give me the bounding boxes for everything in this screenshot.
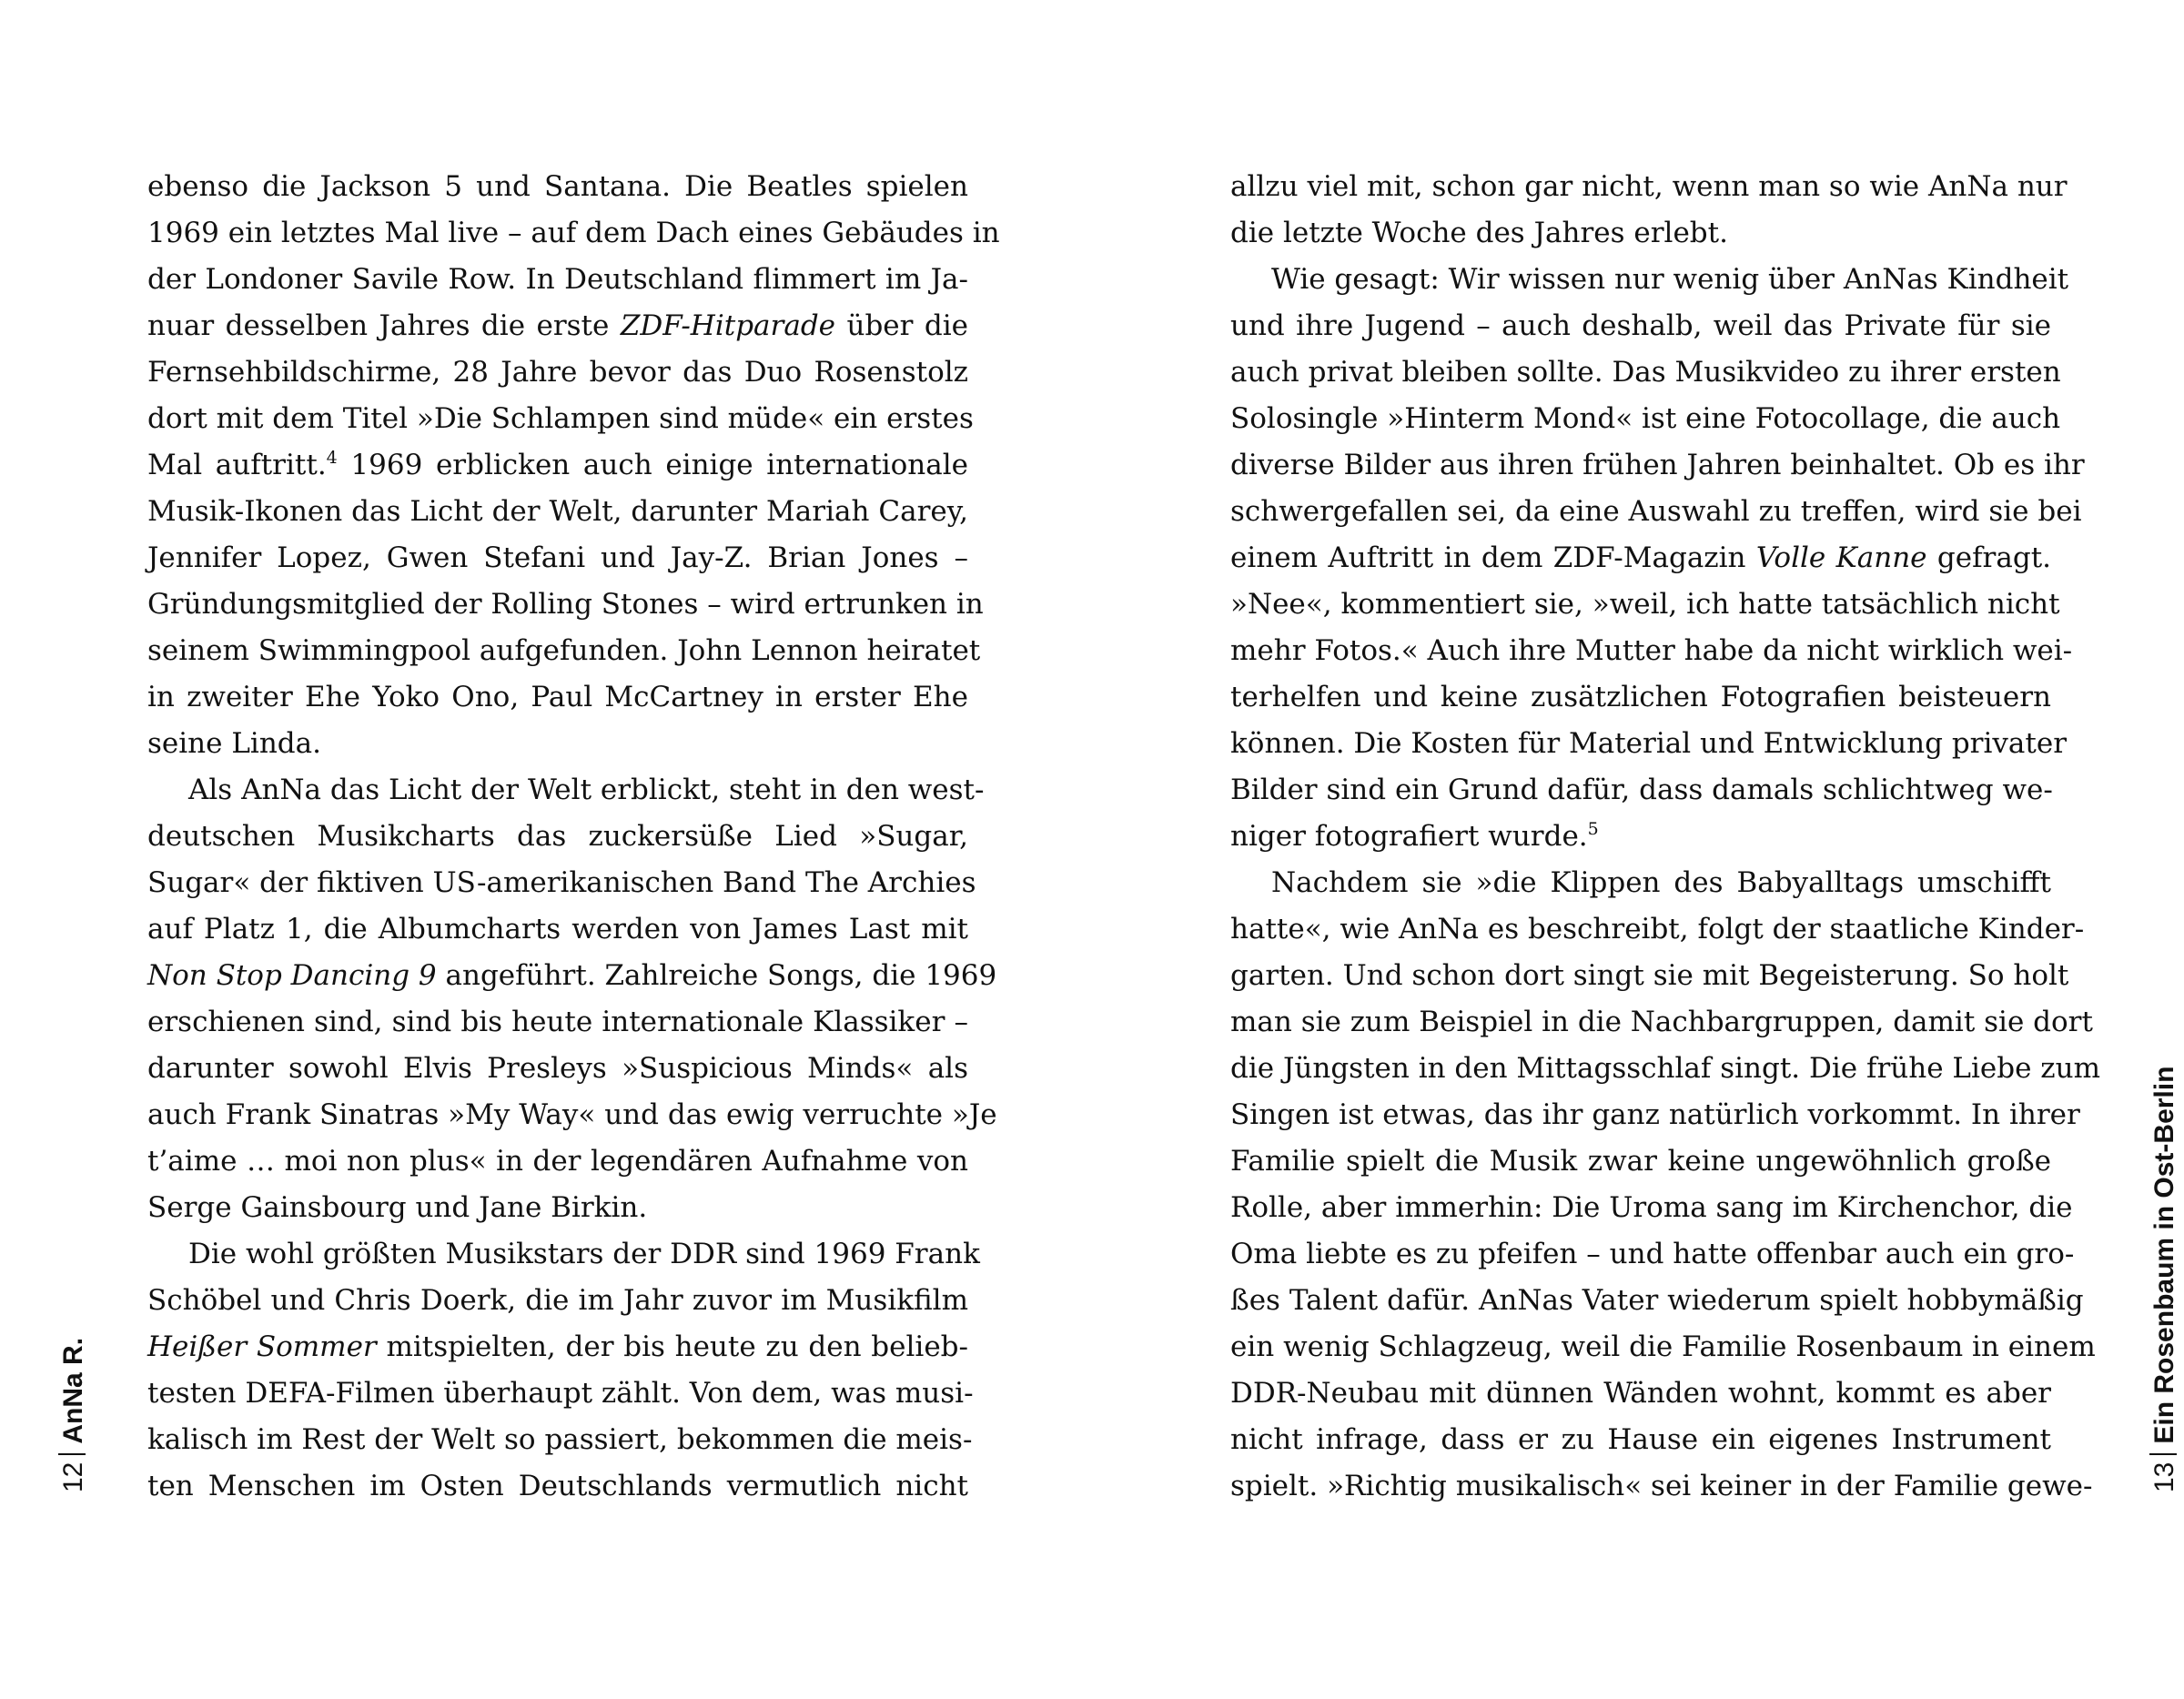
right-text-line bbox=[1230, 1092, 2080, 1138]
left-text-line bbox=[147, 396, 974, 442]
text-run: einem Auftritt in dem ZDF-Magazin bbox=[1230, 541, 1756, 574]
text-run: terhelfen und keine zusätzlichen Fotografien beisteuern bbox=[1230, 681, 2051, 713]
right-text-line bbox=[1230, 767, 2051, 814]
text-run: darunter sowohl Elvis Presleys »Suspicious Minds« als bbox=[147, 1052, 968, 1085]
left-text-line bbox=[147, 1092, 997, 1138]
text-run: seine Linda. bbox=[147, 727, 321, 760]
text-run: mitspielten, der bis heute zu den belieb- bbox=[376, 1330, 968, 1363]
left-text-line bbox=[147, 535, 968, 582]
text-run: Fernsehbildschirme, 28 Jahre bevor das Duo Rosenstolz bbox=[147, 356, 968, 389]
left-text-line bbox=[147, 906, 968, 953]
left-text-line bbox=[147, 1370, 974, 1417]
text-run: Nachdem sie »die Klippen des Babyalltags umschifft bbox=[1271, 866, 2051, 899]
right-text-line bbox=[1230, 628, 2073, 674]
right-text-line bbox=[1230, 1231, 2075, 1278]
left-text-line bbox=[147, 349, 968, 396]
right-text-line bbox=[1230, 1463, 2093, 1510]
text-run: mehr Fotos.« Auch ihre Mutter habe da nicht wirklich wei- bbox=[1230, 634, 2073, 667]
left-text-line bbox=[147, 721, 968, 767]
text-run: können. Die Kosten für Material und Entwicklung privater bbox=[1230, 727, 2068, 760]
text-run: schwergefallen sei, da eine Auswahl zu treffen, wird sie bei bbox=[1230, 495, 2082, 528]
left-text-line bbox=[147, 767, 985, 814]
text-run: kalisch im Rest der Welt so passiert, bekommen die meis- bbox=[147, 1423, 973, 1456]
text-run: spielt. »Richtig musikalisch« sei keiner in der Familie gewe- bbox=[1230, 1470, 2093, 1502]
text-run: Wie gesagt: Wir wissen nur wenig über AnNas Kindheit bbox=[1271, 263, 2069, 296]
left-text-line bbox=[147, 164, 968, 210]
text-run: Oma liebte es zu pfeifen – und hatte offenbar auch ein gro- bbox=[1230, 1238, 2075, 1270]
right-text-line bbox=[1230, 210, 2051, 257]
text-run: Rolle, aber immerhin: Die Uroma sang im Kirchenchor, die bbox=[1230, 1191, 2073, 1224]
separator-bar bbox=[2149, 1453, 2177, 1455]
left-text-line bbox=[147, 1138, 968, 1185]
footnote-marker: 4 bbox=[326, 448, 338, 468]
text-run: Bilder sind ein Grund dafür, dass damals schlichtweg we- bbox=[1230, 774, 2053, 806]
left-text-line bbox=[147, 1185, 968, 1231]
left-text-line bbox=[147, 953, 997, 999]
left-text-line bbox=[147, 674, 968, 721]
right-text-line bbox=[1230, 1046, 2100, 1092]
right-text-line bbox=[1230, 489, 2082, 535]
italic-title: ZDF-Hitparade bbox=[620, 309, 836, 342]
left-running-title: AnNa R. bbox=[58, 1337, 88, 1444]
text-run: allzu viel mit, schon gar nicht, wenn man so wie AnNa nur bbox=[1230, 170, 2068, 203]
right-text-line bbox=[1230, 396, 2061, 442]
italic-title: Non Stop Dancing 9 bbox=[147, 959, 437, 992]
text-run: nicht infrage, dass er zu Hause ein eigenes Instrument bbox=[1230, 1423, 2051, 1456]
text-run: hatte«, wie AnNa es beschreibt, folgt der staatliche Kinder- bbox=[1230, 913, 2085, 946]
text-run: Die wohl größten Musikstars der DDR sind 1969 Frank bbox=[188, 1238, 980, 1270]
right-text-line bbox=[1230, 257, 2069, 303]
text-run: auch privat bleiben sollte. Das Musikvideo zu ihrer ersten bbox=[1230, 356, 2061, 389]
text-run: Gründungsmitglied der Rolling Stones – wird ertrunken in bbox=[147, 588, 984, 621]
text-run: Familie spielt die Musik zwar keine ungewöhnlich große bbox=[1230, 1145, 2051, 1178]
italic-title: Volle Kanne bbox=[1755, 541, 1927, 574]
left-text-line bbox=[147, 1463, 968, 1510]
text-run: dort mit dem Titel »Die Schlampen sind müde« ein erstes bbox=[147, 402, 974, 435]
text-run: ebenso die Jackson 5 und Santana. Die Beatles spielen bbox=[147, 170, 968, 203]
left-text-line bbox=[147, 582, 984, 628]
separator-bar bbox=[58, 1453, 86, 1455]
left-text-line bbox=[147, 1324, 968, 1370]
text-run: t’aime … moi non plus« in der legendären Aufnahme von bbox=[147, 1145, 968, 1178]
text-run: in zweiter Ehe Yoko Ono, Paul McCartney in erster Ehe bbox=[147, 681, 968, 713]
text-run: garten. Und schon dort singt sie mit Begeisterung. So holt bbox=[1230, 959, 2069, 992]
right-text-line bbox=[1230, 814, 2051, 860]
text-run: testen DEFA-Filmen überhaupt zählt. Von dem, was musi- bbox=[147, 1377, 974, 1410]
text-run: die Jüngsten in den Mittagsschlaf singt. Die frühe Liebe zum bbox=[1230, 1052, 2100, 1085]
text-run: Mal auftritt. bbox=[147, 449, 327, 481]
text-run: die letzte Woche des Jahres erlebt. bbox=[1230, 217, 1728, 249]
text-run: niger fotografiert wurde. bbox=[1230, 820, 1588, 853]
right-text-line bbox=[1230, 442, 2085, 489]
text-run: ßes Talent dafür. AnNas Vater wiederum spielt hobbymäßig bbox=[1230, 1284, 2084, 1317]
right-text-line bbox=[1230, 535, 2051, 582]
right-text-line bbox=[1230, 1278, 2084, 1324]
left-text-line bbox=[147, 1231, 980, 1278]
right-text-line bbox=[1230, 1324, 2096, 1370]
text-run: 1969 ein letztes Mal live – auf dem Dach eines Gebäudes in bbox=[147, 217, 1000, 249]
text-run: »Nee«, kommentiert sie, »weil, ich hatte tatsächlich nicht bbox=[1230, 588, 2060, 621]
text-run: Serge Gainsbourg und Jane Birkin. bbox=[147, 1191, 648, 1224]
right-text-line bbox=[1230, 1185, 2073, 1231]
text-run: gefragt. bbox=[1926, 541, 2052, 574]
text-run: ein wenig Schlagzeug, weil die Familie Rosenbaum in einem bbox=[1230, 1330, 2096, 1363]
text-run: auch Frank Sinatras »My Way« und das ewig verruchte »Je bbox=[147, 1098, 997, 1131]
left-page-text bbox=[147, 164, 1000, 1510]
right-text-line bbox=[1230, 1138, 2051, 1185]
text-run: nuar desselben Jahres die erste bbox=[147, 309, 621, 342]
text-run: über die bbox=[835, 309, 968, 342]
text-run: 1969 erblicken auch einige internationale bbox=[337, 449, 968, 481]
right-text-line bbox=[1230, 860, 2051, 906]
left-text-line bbox=[147, 303, 968, 349]
text-run: DDR-Neubau mit dünnen Wänden wohnt, kommt es aber bbox=[1230, 1377, 2051, 1410]
text-run: und ihre Jugend – auch deshalb, weil das Private für sie bbox=[1230, 309, 2051, 342]
right-text-line bbox=[1230, 953, 2069, 999]
right-text-line bbox=[1230, 674, 2051, 721]
left-text-line bbox=[147, 1417, 973, 1463]
italic-title: Heißer Sommer bbox=[147, 1330, 377, 1363]
text-run: Jennifer Lopez, Gwen Stefani und Jay-Z. Brian Jones – bbox=[147, 541, 968, 574]
right-text-line bbox=[1230, 721, 2068, 767]
footnote-marker: 5 bbox=[1587, 819, 1599, 839]
text-run: Sugar« der fiktiven US-amerikanischen Band The Archies bbox=[147, 866, 976, 899]
text-run: auf Platz 1, die Albumcharts werden von James Last mit bbox=[147, 913, 968, 946]
right-running-head bbox=[2149, 1067, 2180, 1492]
right-text-line bbox=[1230, 582, 2060, 628]
text-run: Solosingle »Hinterm Mond« ist eine Fotocollage, die auch bbox=[1230, 402, 2061, 435]
right-text-line bbox=[1230, 303, 2051, 349]
text-run: diverse Bilder aus ihren frühen Jahren beinhaltet. Ob es ihr bbox=[1230, 449, 2085, 481]
left-text-line bbox=[147, 860, 976, 906]
left-running-head bbox=[58, 1338, 89, 1492]
text-run: angeführt. Zahlreiche Songs, die 1969 bbox=[436, 959, 997, 992]
text-run: ten Menschen im Osten Deutschlands vermutlich nicht bbox=[147, 1470, 968, 1502]
left-text-line bbox=[147, 1278, 968, 1324]
right-page-number: 13 bbox=[2149, 1461, 2179, 1492]
left-text-line bbox=[147, 489, 968, 535]
text-run: Als AnNa das Licht der Welt erblickt, steht in den west- bbox=[188, 774, 985, 806]
text-run: man sie zum Beispiel in die Nachbargruppen, damit sie dort bbox=[1230, 1006, 2093, 1038]
text-run: Musik-Ikonen das Licht der Welt, darunter Mariah Carey, bbox=[147, 495, 968, 528]
right-running-title: Ein Rosenbaum in Ost-Berlin bbox=[2149, 1066, 2179, 1444]
text-run: der Londoner Savile Row. In Deutschland flimmert im Ja- bbox=[147, 263, 968, 296]
left-text-line bbox=[147, 442, 968, 489]
right-text-line bbox=[1230, 1370, 2051, 1417]
right-text-line bbox=[1230, 349, 2061, 396]
text-run: Schöbel und Chris Doerk, die im Jahr zuvor im Musikfilm bbox=[147, 1284, 968, 1317]
right-text-line bbox=[1230, 999, 2093, 1046]
text-run: erschienen sind, sind bis heute internationale Klassiker – bbox=[147, 1006, 968, 1038]
text-run: Singen ist etwas, das ihr ganz natürlich vorkommt. In ihrer bbox=[1230, 1098, 2080, 1131]
right-page-text bbox=[1230, 164, 2100, 1510]
right-text-line bbox=[1230, 1417, 2051, 1463]
left-text-line bbox=[147, 257, 968, 303]
left-text-line bbox=[147, 814, 968, 860]
left-text-line bbox=[147, 210, 1000, 257]
left-text-line bbox=[147, 628, 981, 674]
text-run: seinem Swimmingpool aufgefunden. John Lennon heiratet bbox=[147, 634, 981, 667]
left-text-line bbox=[147, 1046, 968, 1092]
right-text-line bbox=[1230, 906, 2085, 953]
right-text-line bbox=[1230, 164, 2068, 210]
left-page-number: 12 bbox=[58, 1461, 88, 1492]
text-run: deutschen Musikcharts das zuckersüße Lied »Sugar, bbox=[147, 820, 968, 853]
left-text-line bbox=[147, 999, 968, 1046]
